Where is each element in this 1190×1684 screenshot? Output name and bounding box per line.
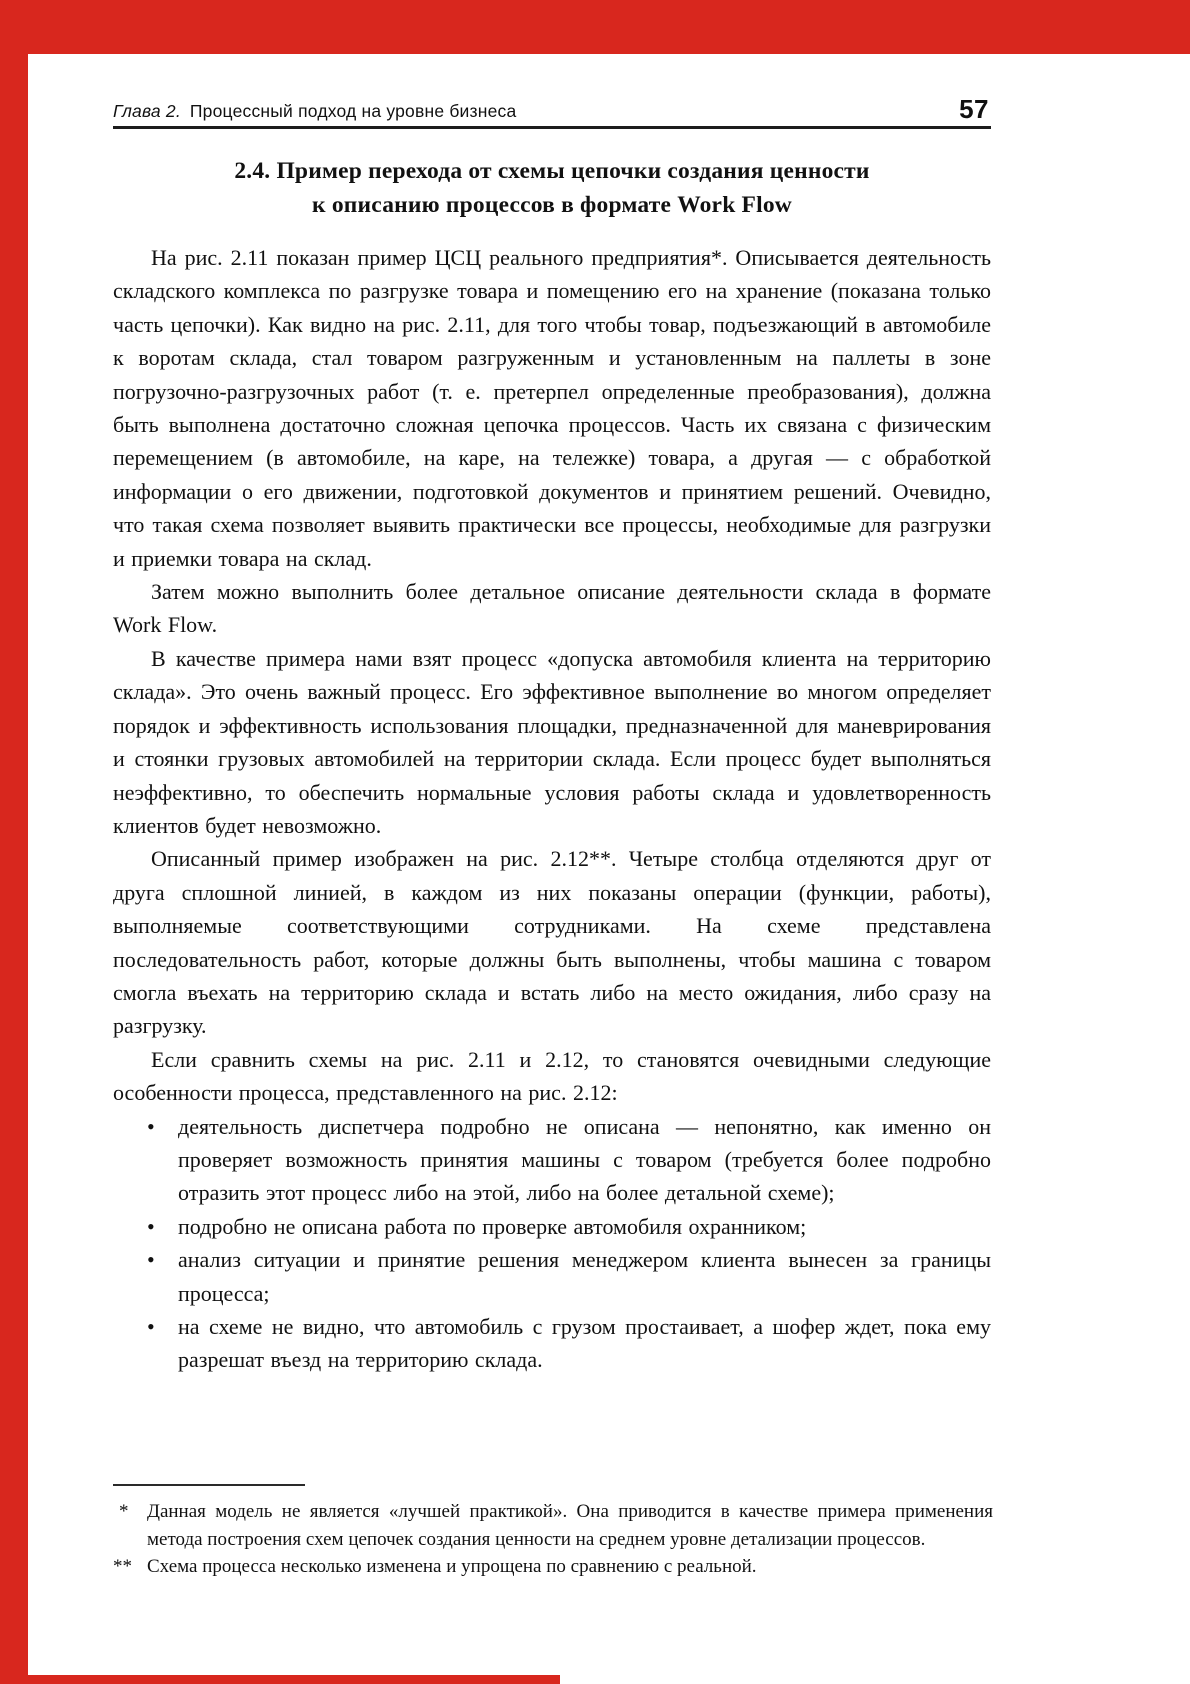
footnote-divider bbox=[113, 1484, 305, 1486]
section-title-line1: 2.4. Пример перехода от схемы цепочки создания ценности bbox=[234, 158, 870, 184]
bullet-item-3: • анализ ситуации и принятие решения менеджером клиента вынесен за границы процесса; bbox=[178, 1243, 991, 1310]
running-header-text bbox=[113, 100, 516, 122]
footnote-1 bbox=[113, 1498, 993, 1553]
running-header-title: Процессный подход на уровне бизнеса bbox=[189, 101, 517, 121]
chapter-label: Глава 2. bbox=[113, 101, 181, 121]
footnote-1-marker: * bbox=[119, 1501, 129, 1522]
page-content bbox=[113, 96, 991, 1377]
footnote-2-marker: ** bbox=[113, 1556, 132, 1577]
body-text bbox=[113, 241, 991, 1377]
paragraph-2: Затем можно выполнить более детальное описание деятельности склада в формате Work Flow. bbox=[113, 579, 991, 638]
footnote-2 bbox=[113, 1553, 993, 1581]
paragraph-1: На рис. 2.11 показан пример ЦСЦ реального предприятия*. Описывается деятельность складского комплекса по разгрузке товара и помещению его на хранение (показана только часть цепочки). Как видно на рис. 2.11, для того чтобы товар, подъезжающий в автомобиле к воротам склада, стал товаром разгруженным и установленным на паллеты в зоне погрузочно-разгрузочных работ (т. е. претерпел определенные преобразования), должна быть выполнена достаточно сложная цепочка процессов. Часть их связана с физическим перемещением (в автомобиле, на каре, на тележке) товара, а другая — с обработкой информации о его движении, подготовкой документов и принятием решений. Очевидно, что такая схема позволяет выявить практически все процессы, необходимые для разгрузки и приемки товара на склад. bbox=[113, 245, 991, 571]
red-border-top bbox=[0, 0, 1190, 54]
paragraph-3: В качестве примера нами взят процесс «допуска автомобиля клиента на территорию склада». Это очень важный процесс. Его эффективное выполнение во многом определяет порядок и эффективность использования площадки, предназначенной для маневрирования и стоянки грузовых автомобилей на территории склада. Если процесс будет выполняться неэффективно, то обеспечить нормальные условия работы склада и удовлетворенность клиентов будет невозможно. bbox=[113, 645, 991, 838]
bullet-item-4: • на схеме не видно, что автомобиль с грузом простаивает, а шофер ждет, пока ему разрешат въезд на территорию склада. bbox=[178, 1310, 991, 1377]
red-border-left bbox=[0, 0, 28, 1684]
paragraph-4: Описанный пример изображен на рис. 2.12**. Четыре столбца отделяются друг от друга сплошной линией, в каждом из них показаны операции (функции, работы), выполняемые соответствующими сотрудниками. На схеме представлена последовательность работ, которые должны быть выполнены, чтобы машина с товаром смогла въехать на территорию склада и встать либо на место ожидания, либо сразу на разгрузку. bbox=[113, 846, 991, 1039]
page-number: 57 bbox=[959, 94, 989, 124]
footnotes bbox=[113, 1484, 993, 1581]
bullet-item-2: • подробно не описана работа по проверке автомобиля охранником; bbox=[178, 1210, 991, 1243]
running-header bbox=[113, 96, 991, 129]
footnote-1-text: Данная модель не является «лучшей практикой». Она приводится в качестве примера применения метода построения схем цепочек создания ценности на среднем уровне детализации процессов. bbox=[147, 1501, 993, 1550]
footnote-2-text: Схема процесса несколько изменена и упрощена по сравнению с реальной. bbox=[147, 1556, 757, 1577]
bullet-item-1: • деятельность диспетчера подробно не описана — непонятно, как именно он проверяет возможность принятия машины с товаром (требуется более подробно отразить этот процесс либо на этой, либо на более детальной схеме); bbox=[178, 1110, 991, 1210]
section-title bbox=[113, 154, 991, 222]
bullet-list bbox=[113, 1110, 991, 1377]
red-border-bottom bbox=[0, 1675, 560, 1684]
section-title-line2: к описанию процессов в формате Work Flow bbox=[312, 192, 792, 218]
paragraph-5: Если сравнить схемы на рис. 2.11 и 2.12, то становятся очевидными следующие особенности процесса, представленного на рис. 2.12: bbox=[113, 1046, 991, 1106]
